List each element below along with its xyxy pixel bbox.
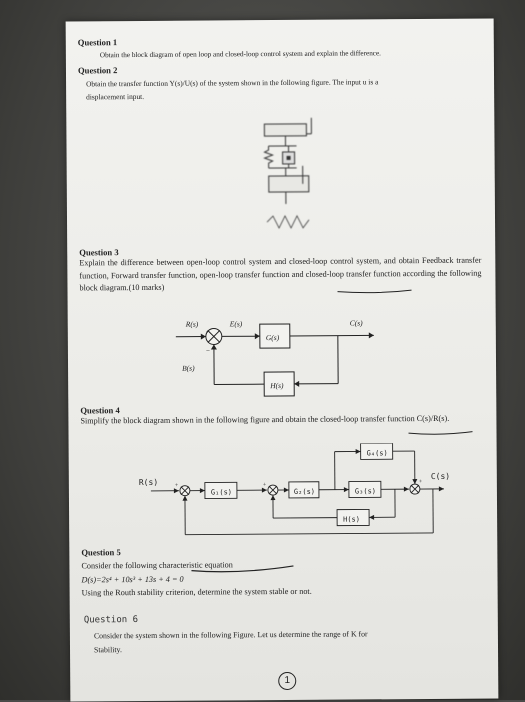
q4-label-g3: G₃(s) [355,487,376,495]
q3-heading: Question 3 [79,247,118,257]
q3-minus-sign: − [206,347,210,355]
q1-heading: Question 1 [78,37,117,47]
q2-line2: displacement input. [86,92,144,102]
page-number-circle [278,672,296,690]
q3-label-r: R(s) [185,320,199,329]
q3-plus-sign: + [206,330,210,336]
q3-label-h: H(s) [269,381,284,390]
q1-text: Obtain the block diagram of open loop and closed-loop control system and explain the difference. [100,48,381,60]
q3-block-diagram [168,311,389,405]
q4-label-g4: G₄(s) [367,449,388,457]
q6-heading: Question 6 [84,615,138,625]
q2-heading: Question 2 [78,65,117,75]
q5-line1: Consider the following characteristic equation [81,560,232,571]
page-number: 1 [284,675,290,686]
q2-line1: Obtain the transfer function Y(s)/U(s) of the system shown in the following figure. The input u is a [86,77,378,89]
q5-equation: D(s)=2s⁴ + 10s³ + 13s + 4 = 0 [81,575,183,586]
exam-sheet [66,19,499,702]
q3-label-b: B(s) [182,364,195,373]
q4-plus-1: + [175,483,179,489]
q5-line3: Using the Routh stability criterion, determine the system stable or not. [82,587,312,599]
q6-line1: Consider the system shown in the following Figure. Let us determine the range of K for [94,629,368,641]
mechanical-system-figure [216,112,337,253]
q4-label-g1: G₁(s) [211,488,232,496]
q4-transfer-underline [406,429,476,437]
q5-heading: Question 5 [81,547,120,557]
q4-plus-3: + [419,479,423,485]
q4-block-diagram [99,443,460,546]
q6-line2: Stability. [94,645,122,655]
q4-plus-2: + [263,482,267,488]
q4-text: Simplify the block diagram shown in the following figure and obtain the closed-loop transfer function C(s)/R(s). [80,413,482,428]
q4-heading: Question 4 [80,405,119,415]
q4-label-h: H(s) [343,515,360,523]
q4-label-c: C(s) [431,472,450,481]
q3-text: Explain the difference between open-loop control system and closed-loop control system, and obtain Feedback transfer function, Forward transfer function, open-loop transfer function and closed-loop transfer function according the following block diagram.(10 marks) [79,255,481,296]
q3-label-e: E(s) [229,319,243,328]
q3-marks-underline [335,287,415,296]
q4-label-r: R(s) [139,478,158,487]
q3-label-c: C(s) [350,318,363,327]
q4-label-g2: G₂(s) [294,488,315,496]
q3-label-g: G(s) [266,333,280,342]
q5-underline-stroke [189,562,299,577]
